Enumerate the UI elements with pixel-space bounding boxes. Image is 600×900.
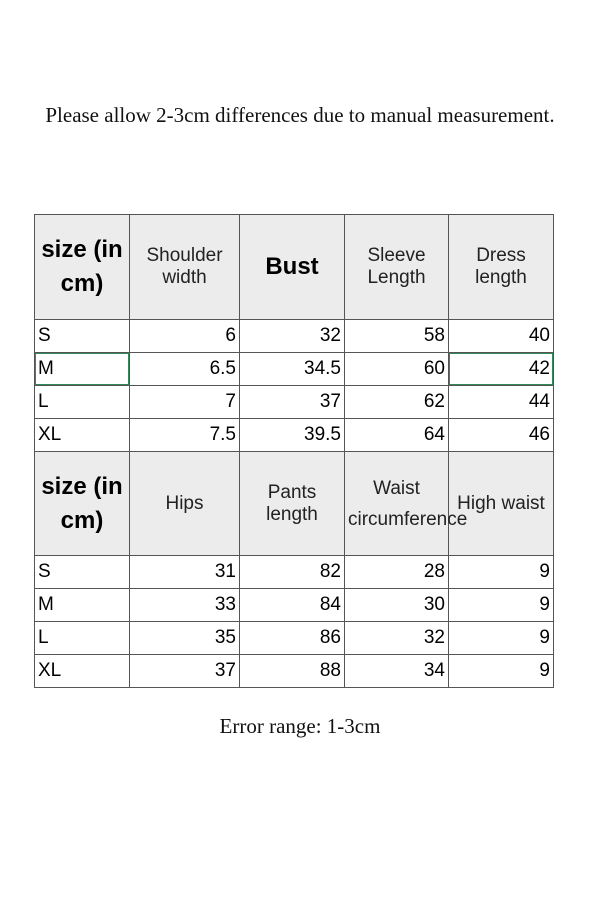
waist-circumference-value: 30 <box>345 589 449 622</box>
size-label: XL <box>35 655 130 688</box>
table-row <box>35 419 554 452</box>
pants-length-header: Pants length <box>240 452 345 556</box>
pants-length-value: 82 <box>240 556 345 589</box>
size-label: M <box>35 589 130 622</box>
high-waist-value: 9 <box>449 556 554 589</box>
hips-value: 35 <box>130 622 240 655</box>
table-row <box>35 589 554 622</box>
pants-length-value: 88 <box>240 655 345 688</box>
size-chart-table <box>34 214 554 688</box>
table-row <box>35 655 554 688</box>
dress-length-header: Dress length <box>449 215 554 320</box>
table-row <box>35 353 554 386</box>
shoulder-width-value: 7 <box>130 386 240 419</box>
sleeve-length-value: 58 <box>345 320 449 353</box>
size-label: XL <box>35 419 130 452</box>
size-label: S <box>35 320 130 353</box>
waist-circumference-header: Waist circumference <box>345 452 449 556</box>
shoulder-width-header: Shoulder width <box>130 215 240 320</box>
waist-circumference-value: 28 <box>345 556 449 589</box>
dress-length-value[interactable]: 42 <box>449 353 554 386</box>
table-header-row <box>35 215 554 320</box>
pants-length-value: 86 <box>240 622 345 655</box>
dress-length-value: 40 <box>449 320 554 353</box>
size-label: L <box>35 622 130 655</box>
bust-value: 37 <box>240 386 345 419</box>
shoulder-width-value: 6 <box>130 320 240 353</box>
table-row <box>35 386 554 419</box>
hips-value: 37 <box>130 655 240 688</box>
hips-value: 31 <box>130 556 240 589</box>
table-row <box>35 556 554 589</box>
shoulder-width-value: 7.5 <box>130 419 240 452</box>
high-waist-value: 9 <box>449 622 554 655</box>
table-row <box>35 622 554 655</box>
dress-length-value: 44 <box>449 386 554 419</box>
pants-length-value: 84 <box>240 589 345 622</box>
sleeve-length-value: 64 <box>345 419 449 452</box>
hips-header: Hips <box>130 452 240 556</box>
bust-header: Bust <box>240 215 345 320</box>
size-header-cell: size (in cm) <box>35 452 130 556</box>
bust-value: 32 <box>240 320 345 353</box>
sleeve-length-header: Sleeve Length <box>345 215 449 320</box>
error-range-note: Error range: 1-3cm <box>219 714 381 738</box>
size-label[interactable]: M <box>35 353 130 386</box>
hips-value: 33 <box>130 589 240 622</box>
bust-value: 34.5 <box>240 353 345 386</box>
size-label: S <box>35 556 130 589</box>
measurement-disclaimer: Please allow 2-3cm differences due to manual measurement. <box>45 103 555 127</box>
shoulder-width-value: 6.5 <box>130 353 240 386</box>
size-label: L <box>35 386 130 419</box>
table-row <box>35 320 554 353</box>
high-waist-value: 9 <box>449 589 554 622</box>
size-header-cell: size (in cm) <box>35 215 130 320</box>
sleeve-length-value: 62 <box>345 386 449 419</box>
dress-length-value: 46 <box>449 419 554 452</box>
bust-value: 39.5 <box>240 419 345 452</box>
high-waist-header: High waist <box>449 452 554 556</box>
high-waist-value: 9 <box>449 655 554 688</box>
sleeve-length-value: 60 <box>345 353 449 386</box>
waist-circumference-value: 32 <box>345 622 449 655</box>
waist-circumference-value: 34 <box>345 655 449 688</box>
table-header-row <box>35 452 554 556</box>
